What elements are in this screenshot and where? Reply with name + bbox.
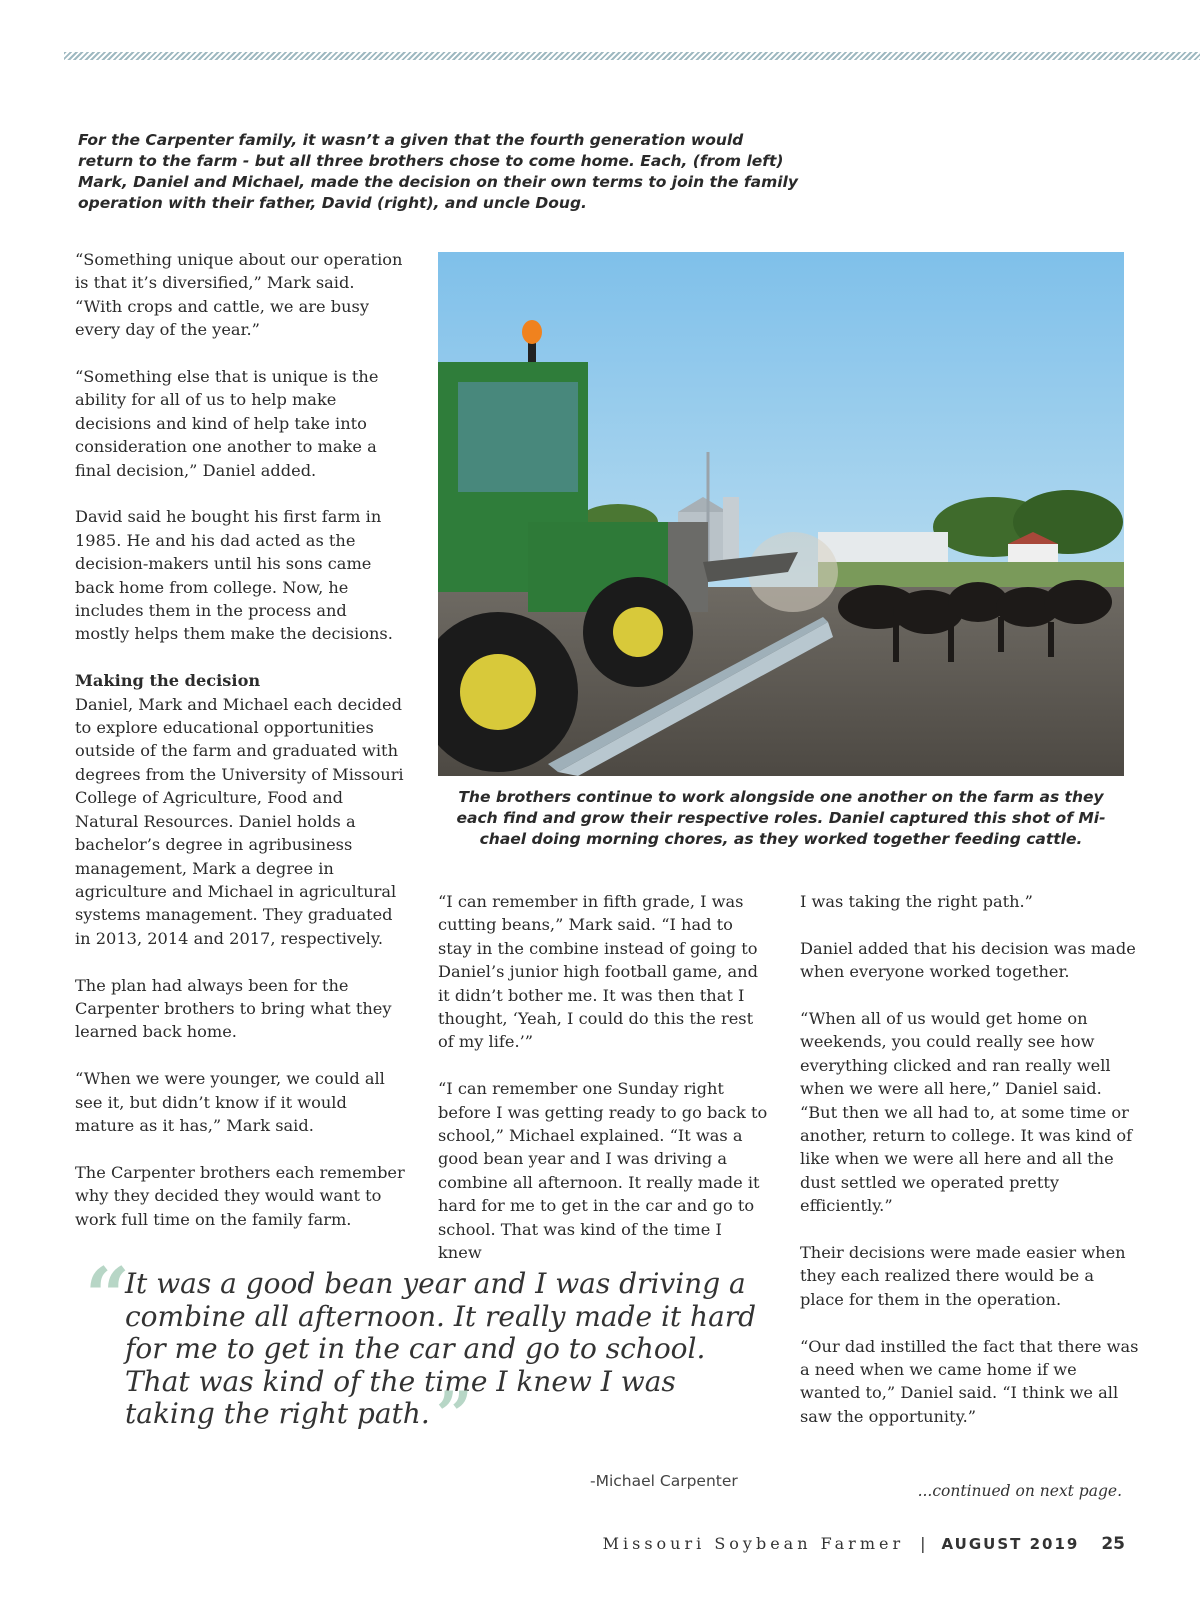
photo-caption: The brothers continue to work alongside one another on the farm as they each find and grow their respective roles. Daniel captured this shot of Mi-chael doing morning chores, as they worked together feeding cattle.	[456, 788, 1106, 848]
paragraph: “When all of us would get home on weekends, you could really see how everything clicked and ran really well when we were all here,” Daniel said. “But then we all had to, at some time or another, return to college. It was kind of like when we were all here and all the dust settled we operated pretty efficiently.”	[800, 1009, 1133, 1216]
pull-quote	[85, 1251, 765, 1453]
right-column	[800, 890, 1140, 1428]
paragraph: “Our dad instilled the fact that there was a need when we came home if we wanted to,” Daniel said. “I think we all saw the opportunity.”	[800, 1336, 1139, 1426]
footer-separator: |	[920, 1534, 926, 1553]
page-number: 25	[1101, 1534, 1125, 1554]
paragraph: “When we were younger, we could all see it, but didn’t know if it would mature as it has,” Mark said.	[75, 1069, 385, 1135]
header-hatch-rule	[64, 52, 1200, 60]
middle-column	[438, 890, 768, 1264]
issue-date: AUGUST 2019	[941, 1535, 1080, 1553]
publication-name: Missouri Soybean Farmer	[602, 1534, 905, 1553]
paragraph: David said he bought his first farm in 1985. He and his dad acted as the decision-makers until his sons came back home from college. Now, he includes them in the process and mostly helps them make the decisions.	[75, 507, 393, 644]
paragraph: The plan had always been for the Carpenter brothers to bring what they learned back home.	[75, 975, 392, 1042]
farm-photo	[438, 252, 1124, 776]
close-quote-icon: ”	[435, 1378, 473, 1453]
paragraph: Daniel, Mark and Michael each decided to explore educational opportunities outside of the farm and graduated with degrees from the University of Missouri College of Agriculture, Food and Natural Resources. Daniel holds a bachelor’s degree in agribusiness management, Mark a degree in agriculture and Michael in agricultural systems management. They graduated in 2013, 2014 and 2017, respectively.	[75, 694, 404, 948]
paragraph: I was taking the right path.”	[800, 892, 1033, 911]
paragraph: “Something else that is unique is the ability for all of us to help make decisions and kind of help take into consideration one another to make a final decision,” Daniel added.	[75, 367, 379, 480]
paragraph: “I can remember in fifth grade, I was cutting beans,” Mark said. “I had to stay in the combine instead of going to Daniel’s junior high football game, and it didn’t bother me. It was then that I thought, ‘Yeah, I could do this the rest of my life.’”	[438, 892, 758, 1052]
quote-attribution: -Michael Carpenter	[590, 1472, 738, 1490]
section-heading: Making the decision	[75, 671, 261, 691]
page-footer	[603, 1534, 1125, 1554]
paragraph: Their decisions were made easier when they each realized there would be a place for them in the operation.	[800, 1243, 1126, 1309]
pull-quote-text: It was a good bean year and I was driving a combine all afternoon. It really made it hard for me to get in the car and go to school. That was kind of the time I knew I was taking the right path.	[125, 1267, 757, 1430]
top-photo-caption: For the Carpenter family, it wasn’t a given that the fourth generation would return to the farm - but all three brothers chose to come home. Each, (from left) Mark, Daniel and Michael, made the decision on their own terms to join the family operation with their father, David (right), and uncle Doug.	[78, 131, 798, 212]
continued-note: ...continued on next page.	[917, 1482, 1122, 1500]
paragraph: The Carpenter brothers each remember why they decided they would want to work full time on the family farm.	[75, 1162, 405, 1229]
left-column	[75, 248, 405, 1231]
paragraph: “I can remember one Sunday right before I was getting ready to go back to school,” Michael explained. “It was a good bean year and I was driving a combine all afternoon. It really made it hard for me to get in the car and go to school. That was kind of the time I knew	[438, 1079, 768, 1263]
open-quote-icon: “	[85, 1251, 130, 1342]
paragraph: Daniel added that his decision was made when everyone worked together.	[800, 938, 1136, 982]
paragraph: “Something unique about our operation is that it’s diversified,” Mark said. “With crops and cattle, we are busy every day of the year.”	[75, 250, 403, 340]
